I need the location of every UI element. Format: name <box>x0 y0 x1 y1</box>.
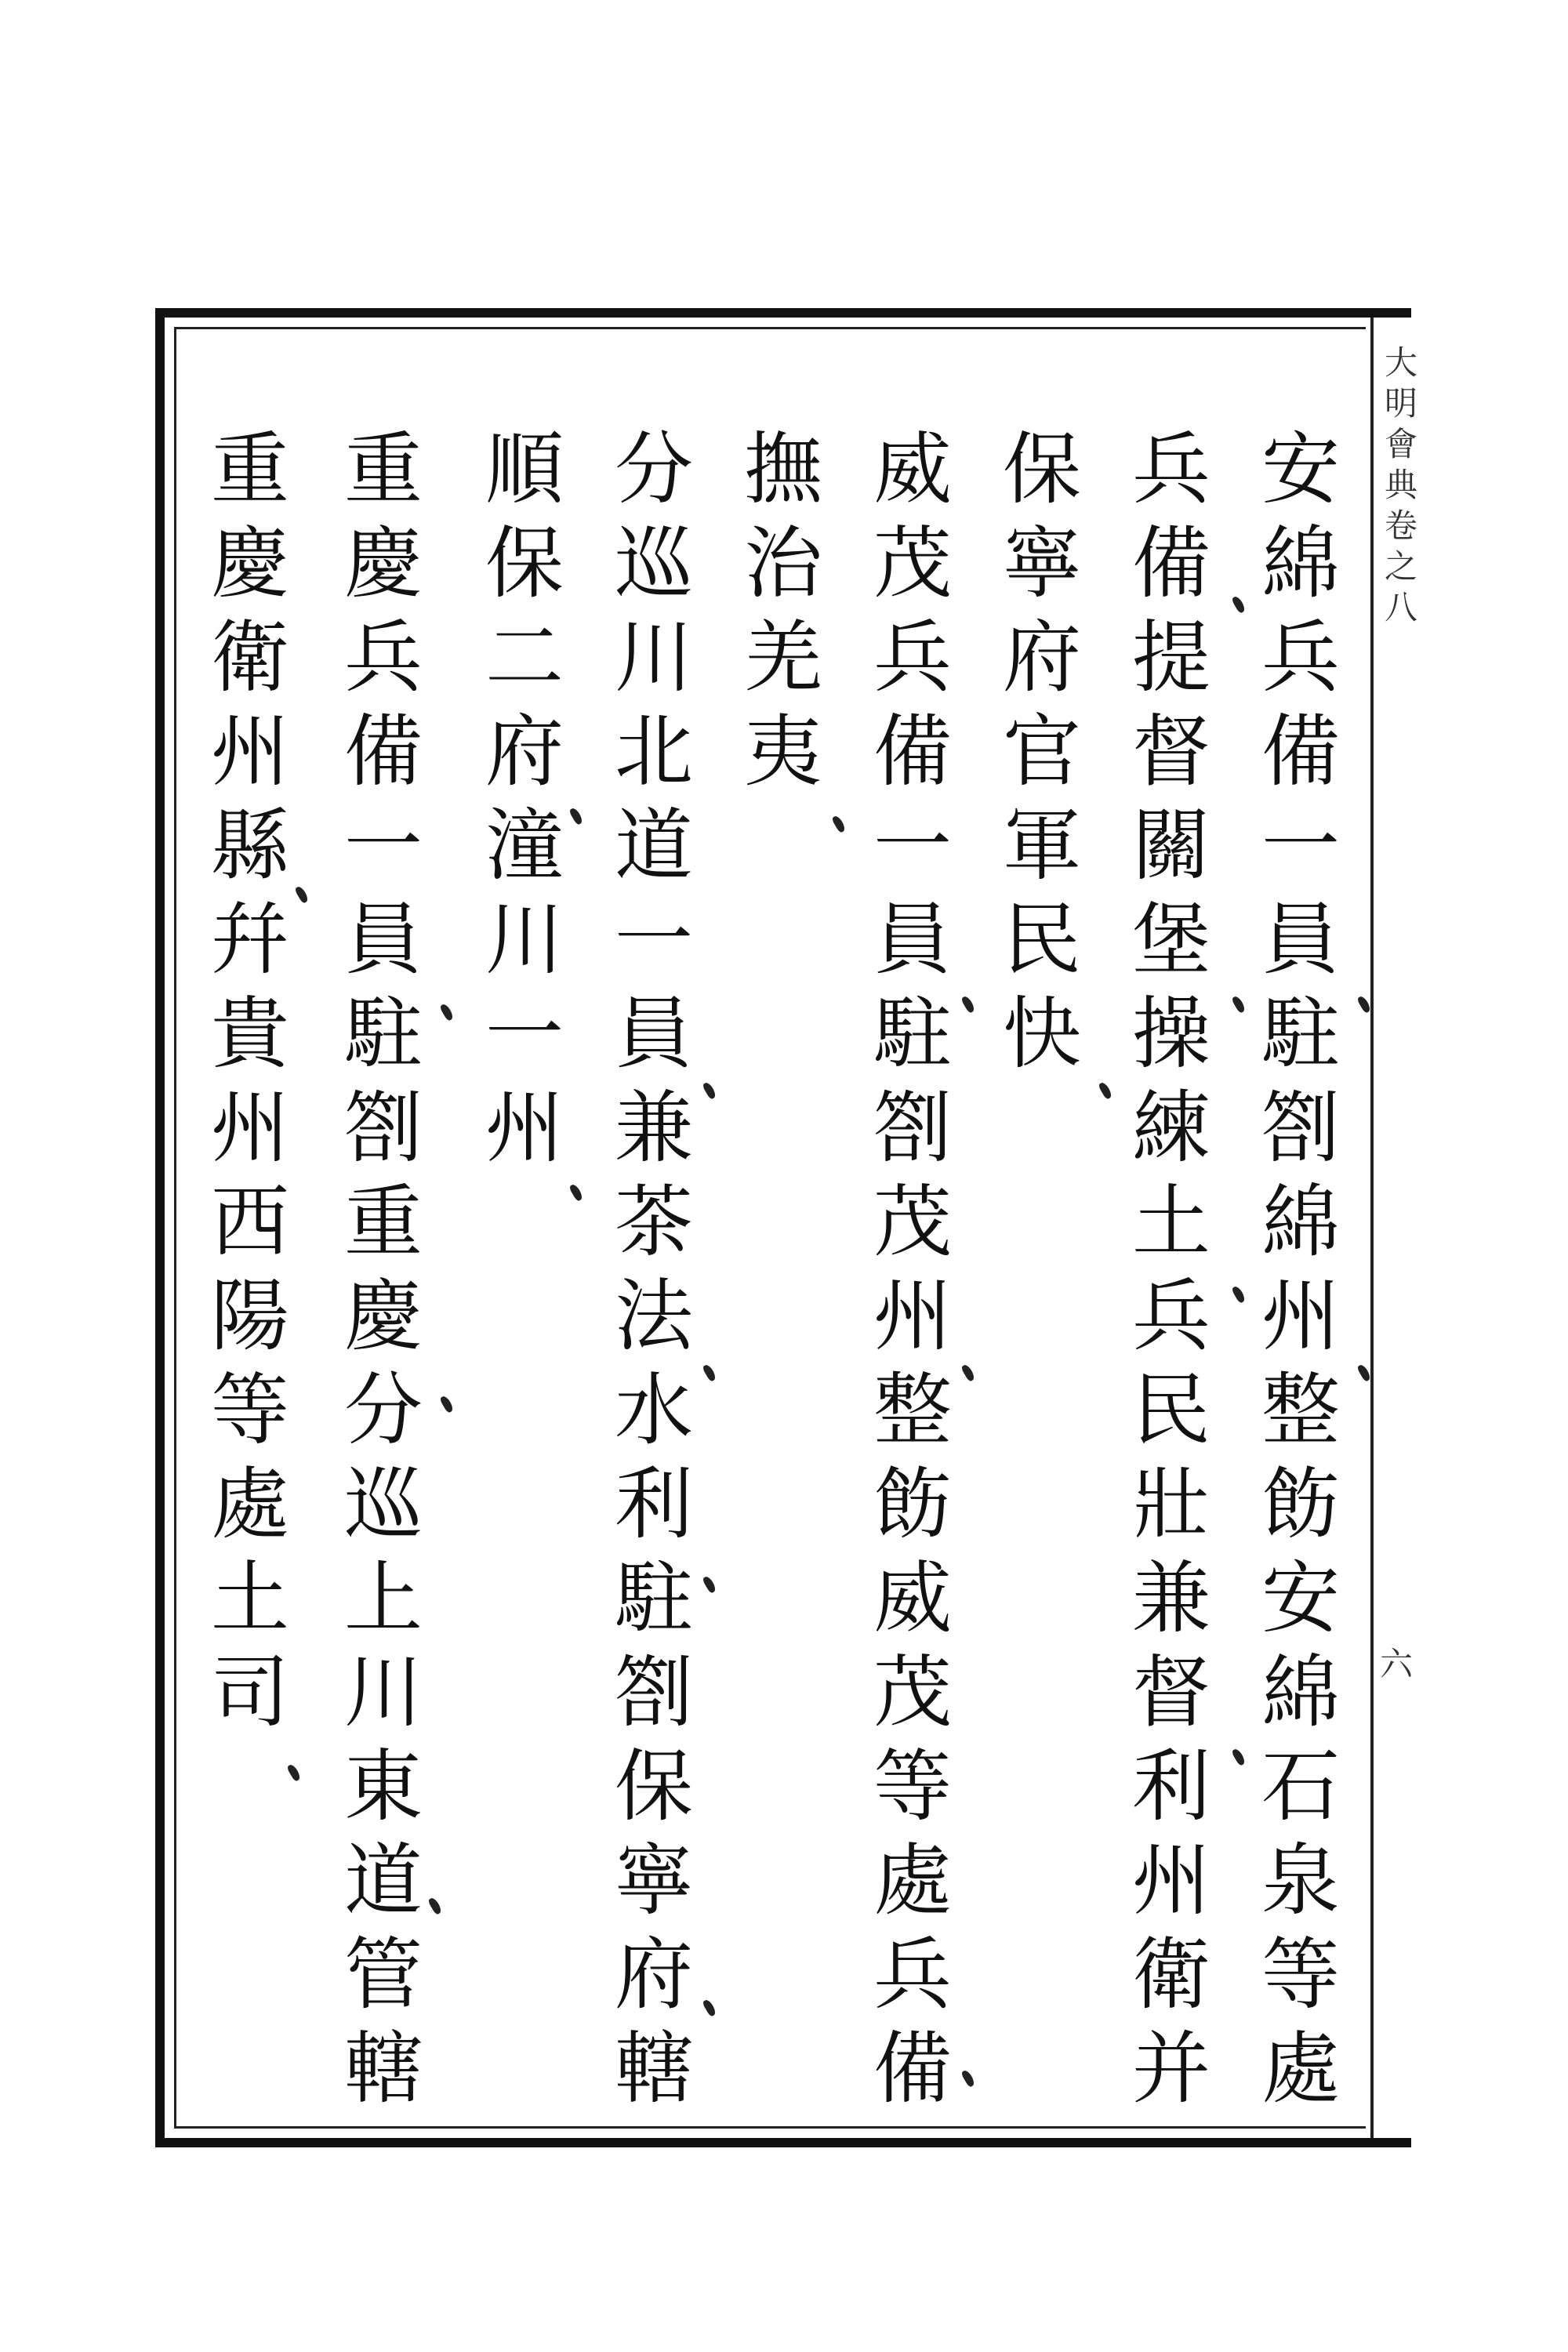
text-column-1: 安綿兵備一員駐劄綿州整飭安綿石泉等處 <box>1248 427 1340 2121</box>
text-column-8: 重慶兵備一員駐劄重慶分巡上川東道管轄 <box>331 427 423 2121</box>
page-border-right <box>1370 318 1374 2138</box>
margin-title: 大明會典卷之八 <box>1380 345 1418 630</box>
text-column-5: 撫治羌夷 <box>731 427 822 804</box>
text-column-3: 保寧府官軍民快 <box>989 427 1081 1086</box>
text-column-7: 順保二府潼川一州 <box>472 427 564 1180</box>
text-column-2: 兵備提督關堡操練土兵民壯兼督利州衛并 <box>1119 427 1210 2121</box>
text-column-6: 分巡川北道一員兼茶法水利駐劄保寧府轄 <box>601 427 693 2121</box>
margin-page-number: 六 <box>1375 1646 1414 1679</box>
text-column-4: 威茂兵備一員駐劄茂州整飭威茂等處兵備 <box>860 427 952 2121</box>
text-column-9: 重慶衛州縣幷貴州西陽等處土司 <box>198 427 289 1744</box>
